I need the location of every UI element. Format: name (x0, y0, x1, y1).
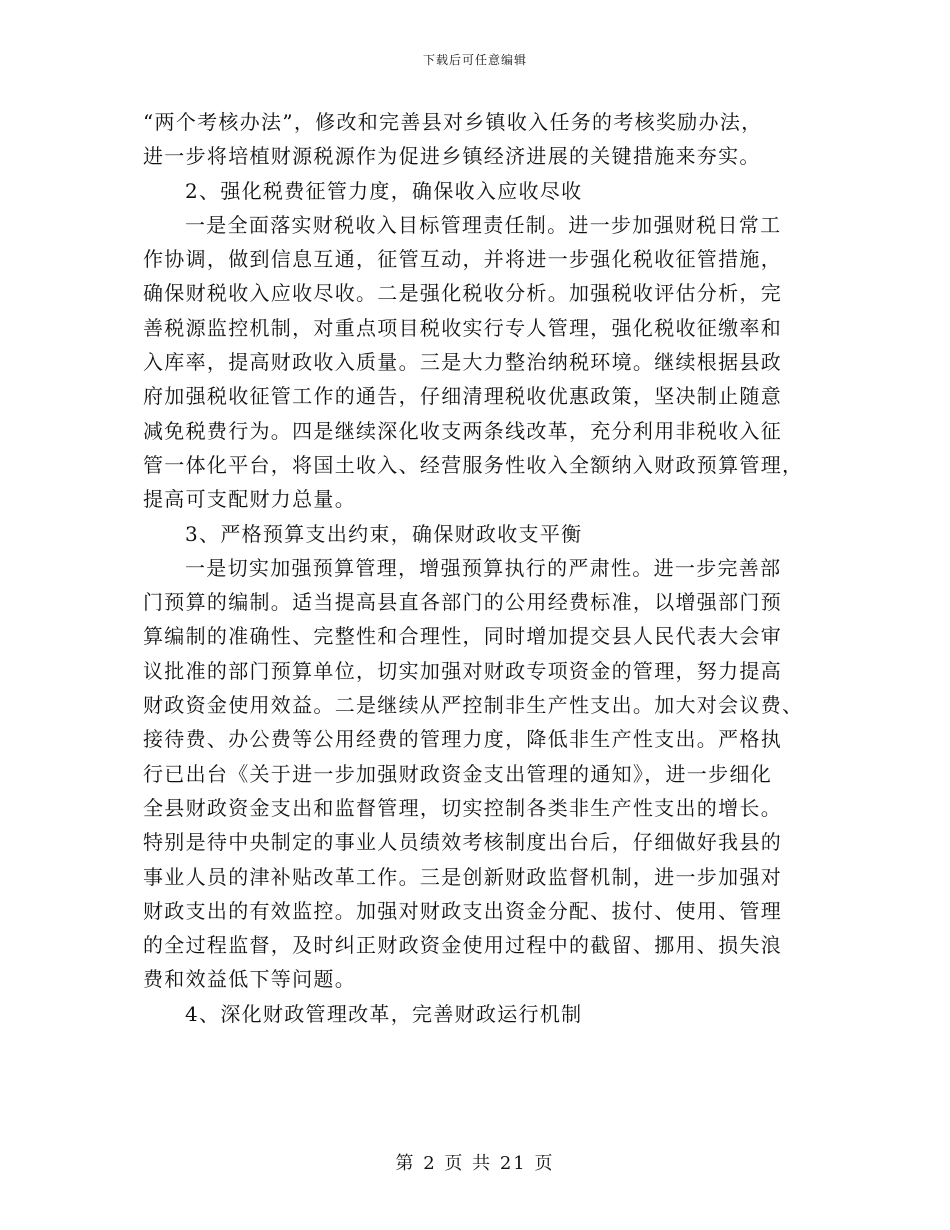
text-line: 一是切实加强预算管理，增强预算执行的严肃性。进一步完善部 (185, 555, 782, 580)
page-header: 下载后可任意编辑 (422, 53, 527, 67)
text-line: 确保财税收入应收尽收。二是强化税收分析。加强税收评估分析，完 (143, 281, 782, 306)
text-line: 善税源监控机制，对重点项目税收实行专人管理，强化税收征缴率和 (143, 315, 782, 340)
text-line: 门预算的编制。适当提高县直各部门的公用经费标准，以增强部门预 (143, 590, 782, 615)
text-line: 全县财政资金支出和监督管理，切实控制各类非生产性支出的增长。 (143, 795, 782, 820)
text-line: 财政资金使用效益。二是继续从严控制非生产性支出。加大对会议费、 (143, 693, 804, 718)
text-line: 一是全面落实财税收入目标管理责任制。进一步加强财税日常工 (185, 212, 782, 237)
text-line: 特别是待中央制定的事业人员绩效考核制度出台后，仔细做好我县的 (143, 830, 782, 855)
text-line: 的全过程监督，及时纠正财政资金使用过程中的截留、挪用、损失浪 (143, 933, 782, 958)
text-line: 府加强税收征管工作的通告，仔细清理税收优惠政策，坚决制止随意 (143, 384, 782, 409)
text-line: 议批准的部门预算单位，切实加强对财政专项资金的管理，努力提高 (143, 658, 782, 683)
text-line: “两个考核办法”，修改和完善县对乡镇收入任务的考核奖励办法， (143, 110, 763, 134)
text-line: 4、深化财政管理改革，完善财政运行机制 (185, 1001, 583, 1026)
text-line: 事业人员的津补贴改革工作。三是创新财政监督机制，进一步加强对 (143, 864, 782, 889)
page-footer: 第 2 页 共 21 页 (395, 1153, 555, 1174)
text-line: 管一体化平台，将国土收入、经营服务性收入全额纳入财政预算管理， (143, 452, 804, 477)
text-line: 作协调，做到信息互通，征管互动，并将进一步强化税收征管措施， (143, 247, 782, 272)
text-line: 减免税费行为。四是继续深化收支两条线改革，充分利用非税收入征 (143, 418, 782, 443)
text-line: 行已出台《关于进一步加强财政资金支出管理的通知》，进一步细化 (143, 761, 772, 786)
text-line: 算编制的准确性、完整性和合理性，同时增加提交县人民代表大会审 (143, 624, 782, 649)
document-body (143, 105, 811, 1031)
text-line: 财政支出的有效监控。加强对财政支出资金分配、拔付、使用、管理 (143, 898, 782, 923)
text-line: 费和效益低下等问题。 (143, 967, 356, 992)
text-line: 2、强化税费征管力度，确保收入应收尽收 (185, 178, 583, 203)
text-line: 接待费、办公费等公用经费的管理力度，降低非生产性支出。严格执 (143, 727, 782, 752)
text-line: 提高可支配财力总量。 (143, 487, 356, 512)
text-line: 进一步将培植财源税源作为促进乡镇经济进展的关键措施来夯实。 (143, 144, 761, 169)
text-line: 入库率，提高财政收入质量。三是大力整治纳税环境。继续根据县政 (143, 350, 782, 375)
text-line: 3、严格预算支出约束，确保财政收支平衡 (185, 521, 583, 546)
